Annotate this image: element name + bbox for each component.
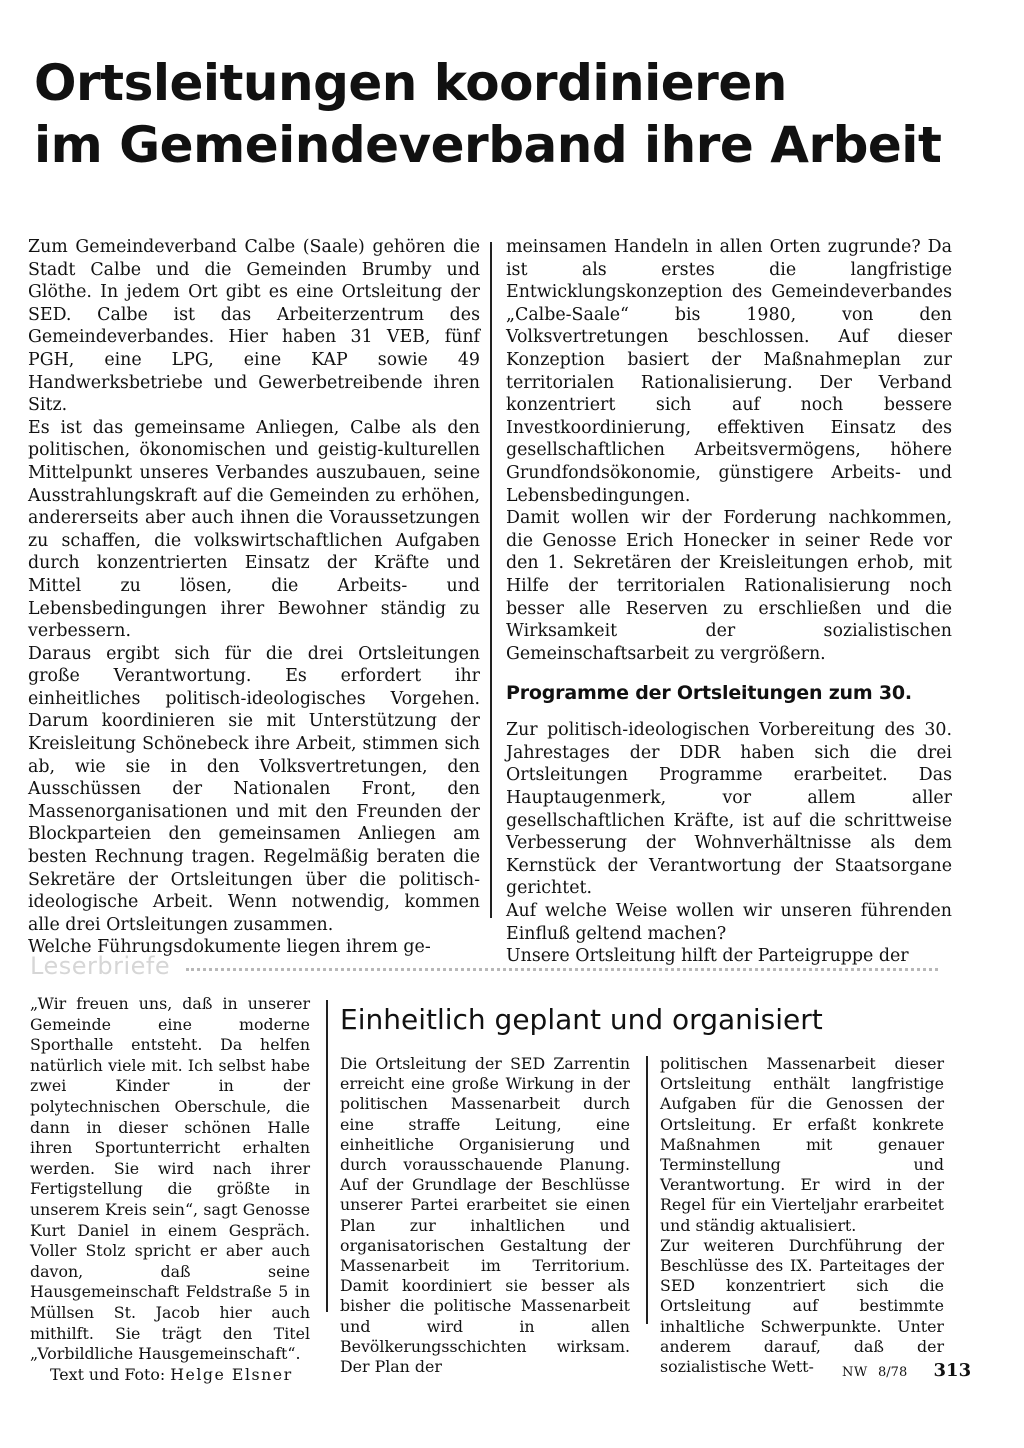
issue-number: 8/78 bbox=[878, 1365, 908, 1380]
second-article-heading: Einheitlich geplant und organisiert bbox=[340, 1003, 823, 1036]
article-paragraph: Damit wollen wir der Forderung nachkommen, die Genosse Erich Honecker in seiner Rede vor den 1. Sekretären der Kreisleitungen erhob, mit Hilfe der territorialen Rationalisierung noch besser alle Reserven zu erschließen und die Wirksamkeit der sozialistischen Gemeinschaftsarbeit zu vergrößern. bbox=[506, 508, 952, 664]
reader-letter bbox=[30, 994, 310, 1385]
article-paragraph: Die Ortsleitung der SED Zarrentin erreicht eine große Wirkung in der politischen Massenarbeit durch eine straffe Leitung, eine einheitliche Organisierung und durch vorausschauende Planung. Auf der Grundlage der Beschlüsse unserer Partei erarbeitet sie einen Plan zur inhaltlichen und organisatorischen Gestaltung der Massenarbeit im Territorium. Damit koordiniert sie besser als bisher die politische Massenarbeit und wird in allen Bevölkerungsschichten wirksam. Der Plan der bbox=[340, 1054, 630, 1377]
section-label-leserbriefe: Leserbriefe bbox=[30, 952, 171, 980]
page-footer bbox=[842, 1360, 971, 1384]
credit-prefix: Text und Foto: bbox=[50, 1364, 166, 1384]
article-paragraph: Auf welche Weise wollen wir unseren führenden Einfluß geltend machen? bbox=[506, 901, 952, 944]
article-paragraph: Unsere Ortsleitung hilft der Parteigruppe der bbox=[506, 946, 909, 967]
section-dotted-rule bbox=[186, 968, 938, 971]
article-subheading: Programme der Ortsleitungen zum 30. bbox=[506, 682, 912, 705]
headline-line-2: im Gemeindeverband ihre Arbeit bbox=[34, 116, 942, 174]
column-divider bbox=[646, 1056, 648, 1324]
article-right-column bbox=[506, 236, 952, 968]
article-paragraph: Zur politisch-ideologischen Vorbereitung des 30. Jahrestages der DDR haben sich die drei Ortsleitungen Programme erarbeitet. Das Hauptaugenmerk, vor allem aller gesellschaftlichen Kräfte, ist auf die schrittweise Verbesserung der Wohnverhältnisse als dem Kernstück der Verantwortung der Staatsorgane gerichtet. bbox=[506, 720, 952, 899]
article-paragraph: Zur weiteren Durchführung der Beschlüsse des IX. Parteitages der SED konzentriert sich die Ortsleitung auf bestimmte inhaltliche Schwerpunkte. Unter anderem darauf, daß der sozialistische Wett- bbox=[660, 1235, 944, 1377]
column-divider bbox=[490, 242, 492, 918]
column-divider bbox=[326, 1000, 328, 1312]
article-paragraph: meinsamen Handeln in allen Orten zugrunde? Da ist als erstes die langfristige Entwicklungskonzeption des Gemeindeverbandes „Calbe-Saale“ bis 1980, von den Volksvertretungen beschlossen. Auf dieser Konzeption basiert der Maßnahmeplan zur territorialen Rationalisierung. Der Verband konzentriert sich auf noch bessere Investkoordinierung, effektiven Einsatz des gesellschaftlichen Arbeitsvermögens, höhere Grundfondsökonomie, günstigere Arbeits- und Lebensbedingungen. bbox=[506, 237, 952, 506]
page-number: 313 bbox=[933, 1360, 972, 1381]
article-paragraph: Es ist das gemeinsame Anliegen, Calbe als den politischen, ökonomischen und geistig-kulturellen Mittelpunkt unseres Verbandes auszubauen, seine Ausstrahlungskraft auf die Gemeinden zu erhöhen, andererseits aber auch ihnen die Voraussetzungen zu schaffen, die volkswirtschaftlichen Aufgaben durch konzentrierten Einsatz der Kräfte und Mittel zu lösen, die Arbeits- und Lebensbedingungen ihrer Bewohner ständig zu verbessern. bbox=[28, 417, 480, 642]
article-paragraph: Zum Gemeindeverband Calbe (Saale) gehören die Stadt Calbe und die Gemeinden Brumby und Glöthe. In jedem Ort gibt es eine Ortsleitung der SED. Calbe ist das Arbeiterzentrum des Gemeindeverbandes. Hier haben 31 VEB, fünf PGH, eine LPG, eine KAP sowie 49 Handwerksbetriebe und Gewerbetreibende ihren Sitz. bbox=[28, 237, 480, 416]
magazine-name: NW bbox=[842, 1365, 868, 1380]
page-headline bbox=[34, 52, 994, 176]
second-article-column-2 bbox=[660, 1054, 944, 1377]
headline-line-1: Ortsleitungen koordinieren bbox=[34, 54, 787, 112]
letter-credit bbox=[30, 1365, 310, 1386]
article-left-column bbox=[28, 236, 480, 959]
article-paragraph: Daraus ergibt sich für die drei Ortsleitungen große Verantwortung. Es erfordert ihr einheitliches politisch-ideologisches Vorgehen. Darum koordinieren sie mit Unterstützung der Kreisleitung Schönebeck ihre Arbeit, stimmen sich ab, wie sie in den Volksvertretungen, den Ausschüssen der Nationalen Front, den Massenorganisationen und mit den Freunden der Blockparteien den gemeinsamen Anliegen am besten Rechnung tragen. Regelmäßig beraten die Sekretäre der Ortsleitungen über die politisch-ideologische Arbeit. Wenn notwendig, kommen alle drei Ortsleitungen zusammen. bbox=[28, 643, 480, 935]
credit-author: Helge Elsner bbox=[170, 1364, 293, 1384]
letter-text: „Wir freuen uns, daß in unserer Gemeinde eine moderne Sporthalle entsteht. Da helfen natürlich viele mit. Ich selbst habe zwei Kinder in der polytechnischen Oberschule, die dann in dieser schönen Halle ihren Sportunterricht erhalten werden. Sie wird nach ihrer Fertigstellung die größte in unserem Kreis sein“, sagt Genosse Kurt Daniel in einem Gespräch. Voller Stolz spricht er aber auch davon, daß seine Hausgemeinschaft Feldstraße 5 in Müllsen St. Jacob hier auch mithilft. Sie trägt den Titel „Vorbildliche Hausgemeinschaft“. bbox=[30, 994, 310, 1364]
second-article-column-1 bbox=[340, 1054, 630, 1377]
article-paragraph: Welche Führungsdokumente liegen ihrem ge- bbox=[28, 937, 431, 958]
article-paragraph: politischen Massenarbeit dieser Ortsleitung enthält langfristige Aufgaben für die Genossen der Ortsleitung. Er erfaßt konkrete Maßnahmen mit genauer Terminstellung und Verantwortung. Er wird in der Regel für ein Vierteljahr erarbeitet und ständig aktualisiert. bbox=[660, 1054, 944, 1235]
